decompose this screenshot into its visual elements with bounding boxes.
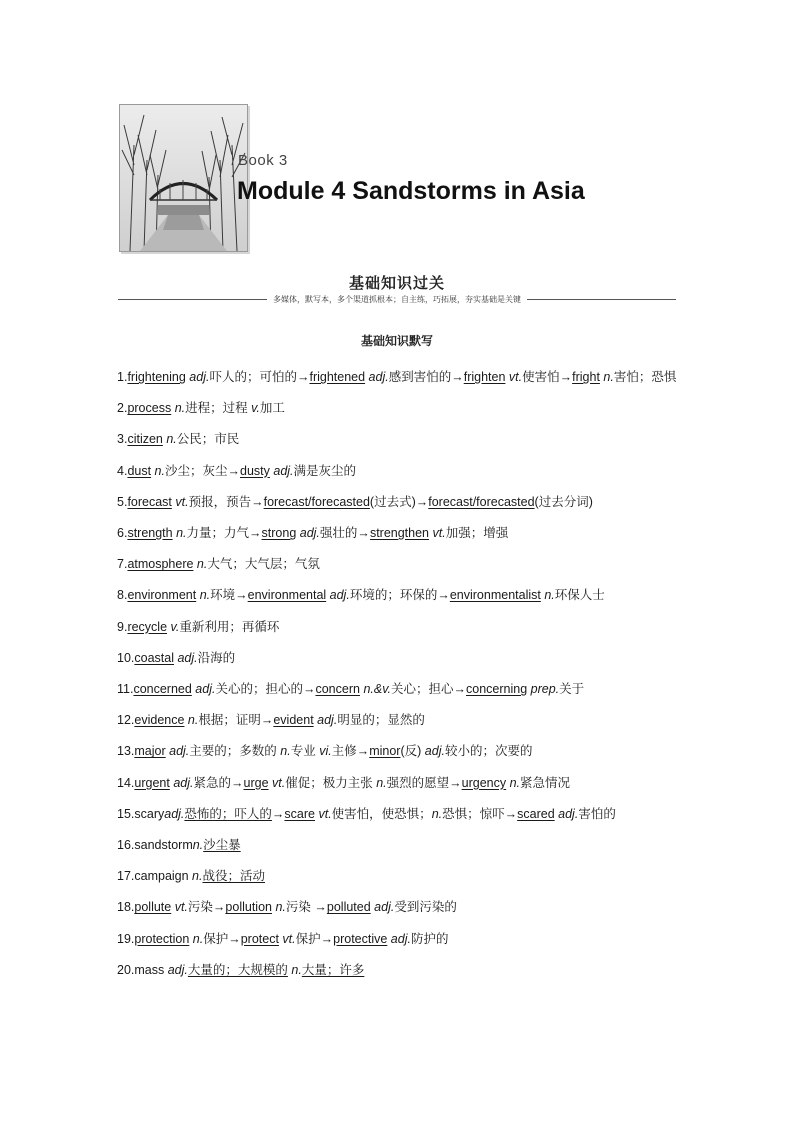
vocab-item (117, 424, 682, 455)
item-text: 明显的；显然的 (337, 713, 425, 728)
part-of-speech: adj. (296, 526, 320, 541)
vocab-item (117, 674, 682, 705)
item-text: 紧急的→ (193, 775, 244, 790)
item-text: 强壮的→ (319, 526, 370, 541)
item-text: 污染 → (285, 900, 327, 915)
part-of-speech: vt. (171, 494, 189, 509)
item-text: 保护→ (203, 931, 241, 946)
vocab-item (117, 768, 682, 799)
part-of-speech: n. (171, 401, 186, 416)
part-of-speech: n. (189, 931, 204, 946)
answer-word: citizen (127, 432, 163, 447)
item-text: 18. (117, 900, 135, 915)
answer-word: process (127, 401, 172, 416)
part-of-speech: n. (188, 869, 203, 884)
answer-word: pollute (134, 900, 172, 915)
item-text: 进程；过程 (185, 401, 252, 416)
item-text: 9. (117, 619, 128, 634)
item-text: 10. (117, 650, 135, 665)
answer-word: 恐怖的；吓人的 (184, 806, 272, 821)
answer-word: scare (284, 806, 315, 821)
vocab-item (117, 643, 682, 674)
vocab-item (117, 924, 682, 955)
answer-word: 大量的；大规模的 (187, 962, 288, 977)
item-text: 20.mass (117, 962, 165, 977)
item-text: 15.scary (117, 806, 165, 821)
item-text: 吓人的；可怕的→ (209, 370, 310, 384)
answer-word: atmosphere (127, 557, 194, 572)
item-text: 保护→ (295, 931, 334, 946)
item-text: 污染→ (187, 900, 226, 915)
answer-word: environment (127, 588, 197, 603)
part-of-speech: n. (193, 557, 208, 572)
part-of-speech: n. (196, 588, 211, 603)
part-of-speech: vi. (319, 744, 332, 759)
vocab-item (117, 518, 682, 549)
divider-line-right (527, 299, 676, 300)
exercise-subheading: 基础知识默写 (360, 334, 433, 348)
answer-word: concern (315, 682, 360, 697)
item-text: 环保人士 (554, 588, 605, 603)
vocab-item (117, 612, 682, 643)
answer-word: urgent (134, 775, 170, 790)
answer-word: 战役；活动 (202, 869, 265, 884)
item-text: (反) (400, 744, 425, 759)
item-text: 3. (117, 432, 128, 447)
answer-word: scared (517, 806, 555, 821)
vocab-item (117, 736, 682, 767)
section-heading: 基础知识过关 (348, 275, 445, 292)
part-of-speech: n. (272, 900, 286, 915)
part-of-speech: vt. (171, 900, 188, 915)
answer-word: concerning (466, 682, 528, 697)
section-tagline: 多媒体，默写本，多个渠道抓根本；自主练，巧拓展，夯实基础是关键 (273, 294, 521, 304)
part-of-speech: adj. (164, 806, 185, 821)
answer-word: coastal (134, 650, 174, 665)
answer-word: environmentalist (449, 588, 541, 603)
vocab-item (117, 487, 682, 518)
item-text: 环境的；环保的→ (349, 588, 450, 603)
answer-word: frightening (127, 370, 186, 384)
part-of-speech: n. (506, 775, 521, 790)
vocab-item (117, 456, 682, 487)
answer-word: major (134, 744, 166, 759)
item-text: 公民；市民 (176, 432, 240, 447)
answer-word: urgency (461, 775, 507, 790)
answer-word: 大量；许多 (301, 962, 365, 977)
part-of-speech: prep. (527, 682, 560, 697)
item-text: 专业 (290, 744, 320, 759)
item-text: 主要的；多数的 (189, 744, 281, 759)
item-text: 11. (117, 682, 134, 697)
item-text: 环境→ (210, 588, 248, 603)
section-divider (118, 292, 676, 306)
part-of-speech: adj. (370, 900, 395, 915)
part-of-speech: n. (291, 962, 302, 977)
part-of-speech: vt. (278, 931, 296, 946)
item-text: 使害怕→ (522, 370, 573, 384)
answer-word: strength (127, 526, 173, 541)
vocab-item (117, 955, 682, 986)
vocab-item (117, 362, 682, 393)
item-text: 8. (117, 588, 128, 603)
answer-word: strong (261, 526, 297, 541)
item-text: 大气；大气层；气氛 (207, 557, 320, 572)
answer-word: dust (127, 463, 152, 478)
answer-word: recycle (127, 619, 168, 634)
module-title: Module 4 Sandstorms in Asia (237, 177, 585, 205)
item-text: 重新利用；再循环 (179, 619, 280, 634)
item-text: 防护的 (410, 931, 449, 946)
vocab-item (117, 892, 682, 923)
item-text: 4. (117, 463, 128, 478)
answer-word: forecast (127, 494, 172, 509)
part-of-speech: vt. (268, 775, 286, 790)
part-of-speech: vt. (315, 806, 332, 821)
item-text: 13. (117, 744, 135, 759)
item-text: 催促；极力主张 (285, 775, 377, 790)
part-of-speech: adj. (165, 744, 190, 759)
part-of-speech: n.&v. (359, 682, 391, 697)
item-text: 强烈的愿望→ (386, 775, 462, 790)
part-of-speech: adj. (326, 588, 350, 603)
item-text: 较小的；次要的 (444, 744, 533, 759)
part-of-speech: adj. (424, 744, 445, 759)
part-of-speech: n. (376, 775, 387, 790)
item-text: 14. (117, 775, 135, 790)
item-text: 恐惧；惊吓→ (442, 806, 518, 821)
item-text: 关心；担心→ (391, 682, 467, 697)
item-text: (过去式)→ (369, 494, 429, 509)
answer-word: pollution (225, 900, 272, 915)
answer-word: strengthen (369, 526, 430, 541)
cover-photo (119, 104, 248, 252)
answer-word: concerned (133, 682, 192, 697)
vocab-item (117, 799, 682, 830)
part-of-speech: adj. (269, 463, 294, 478)
answer-word: frighten (463, 370, 506, 384)
item-text: 沙尘；灰尘→ (164, 463, 240, 478)
answer-word: fright (572, 370, 600, 384)
book-label: Book 3 (238, 152, 288, 169)
part-of-speech: n. (162, 432, 177, 447)
divider-line-left (118, 299, 267, 300)
answer-word: protective (333, 931, 388, 946)
item-text: 力量；力气→ (186, 526, 262, 541)
answer-word: forecast/forecasted (263, 494, 370, 509)
item-text: 主修→ (331, 744, 370, 759)
part-of-speech: n. (184, 713, 199, 728)
part-of-speech: adj. (164, 962, 188, 977)
answer-word: protect (240, 931, 279, 946)
item-text: 16.sandstorm (117, 838, 193, 853)
answer-word: urge (243, 775, 269, 790)
item-text: 害怕；恐惧 (613, 370, 677, 384)
vocab-item (117, 705, 682, 736)
item-text: 12. (117, 713, 135, 728)
item-text: 17.campaign (117, 869, 189, 884)
answer-word: frightened (309, 370, 366, 384)
item-text: 害怕的 (578, 806, 616, 821)
part-of-speech: vt. (429, 526, 446, 541)
part-of-speech: n. (540, 588, 555, 603)
vocab-item (117, 393, 682, 424)
item-text: 加工 (259, 401, 285, 416)
answer-word: polluted (326, 900, 371, 915)
answer-word: dusty (240, 463, 270, 478)
item-text: 紧急情况 (520, 775, 571, 790)
item-text: 2. (117, 401, 128, 416)
item-text: 根据；证明→ (198, 713, 274, 728)
item-text: 关于 (559, 682, 585, 697)
part-of-speech: adj. (191, 682, 216, 697)
part-of-speech: v. (251, 401, 260, 416)
answer-word: minor (369, 744, 401, 759)
part-of-speech: adj. (387, 931, 411, 946)
part-of-speech: n. (172, 526, 187, 541)
part-of-speech: n. (192, 838, 204, 853)
part-of-speech: n. (599, 370, 614, 384)
park-bridge-illustration (120, 105, 247, 251)
part-of-speech: adj. (169, 775, 194, 790)
item-text: 1. (117, 370, 128, 384)
part-of-speech: vt. (505, 370, 523, 384)
vocab-item (117, 549, 682, 580)
part-of-speech: n. (151, 463, 165, 478)
part-of-speech: adj. (174, 650, 198, 665)
part-of-speech: v. (167, 619, 180, 634)
part-of-speech: adj. (185, 370, 210, 384)
vocab-item (117, 830, 682, 861)
vocabulary-list (117, 362, 682, 986)
item-text: 感到害怕的→ (388, 370, 464, 384)
item-text: 使害怕，使恐惧； (331, 806, 432, 821)
answer-word: 沙尘暴 (203, 838, 241, 853)
answer-word: forecast/forecasted (428, 494, 535, 509)
answer-word: protection (134, 931, 190, 946)
item-text: 受到污染的 (394, 900, 457, 915)
part-of-speech: n. (431, 806, 443, 821)
item-text: 5. (117, 494, 128, 509)
item-text: 7. (117, 557, 128, 572)
item-text: 6. (117, 526, 128, 541)
item-text: (过去分词) (534, 494, 593, 509)
part-of-speech: adj. (313, 713, 338, 728)
answer-word: environmental (247, 588, 327, 603)
part-of-speech: adj. (365, 370, 389, 384)
item-text: 满是灰尘的 (293, 463, 357, 478)
part-of-speech: adj. (554, 806, 579, 821)
item-text: 19. (117, 931, 135, 946)
item-text: 关心的；担心的→ (215, 682, 316, 697)
item-text: 加强；增强 (445, 526, 509, 541)
vocab-item (117, 861, 682, 892)
answer-word: evidence (134, 713, 185, 728)
part-of-speech: n. (280, 744, 291, 759)
item-text: 沿海的 (197, 650, 236, 665)
item-text: → (271, 806, 285, 821)
item-text: 预报，预告→ (188, 494, 264, 509)
vocab-item (117, 580, 682, 611)
answer-word: evident (273, 713, 314, 728)
